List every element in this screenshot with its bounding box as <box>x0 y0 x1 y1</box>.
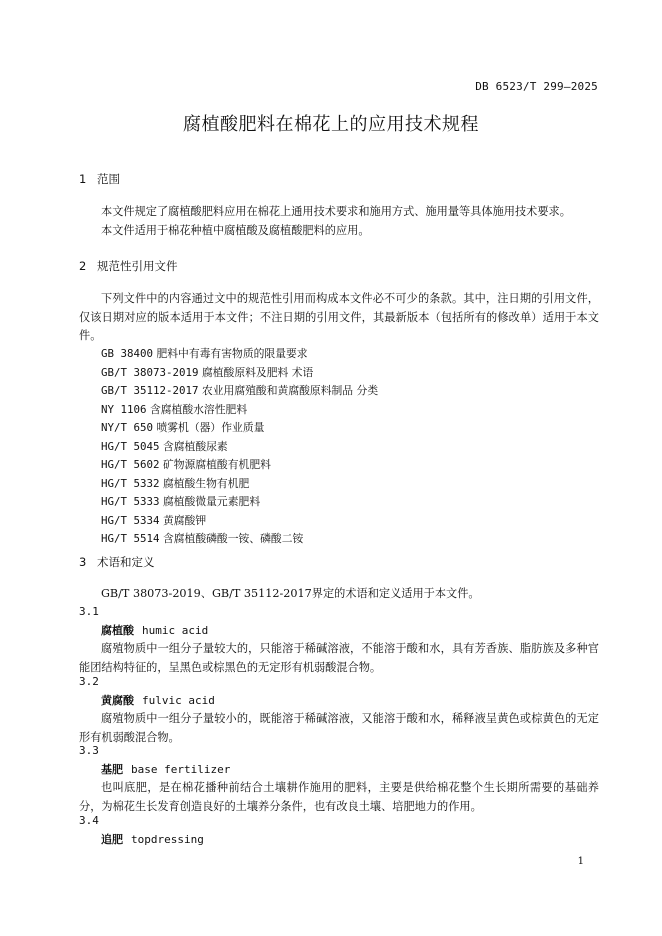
reference-item <box>101 493 621 512</box>
document-title: 腐植酸肥料在棉花上的应用技术规程 <box>183 114 479 135</box>
ref-code: HG/T 5333 <box>101 495 160 508</box>
ref-name: 含腐植酸尿素 <box>162 439 228 453</box>
reference-item <box>101 345 621 364</box>
ref-code: GB 38400 <box>101 347 154 360</box>
reference-item <box>101 475 621 494</box>
term-number: 3.2 <box>79 675 99 688</box>
ref-name: 矿物源腐植酸有机肥料 <box>162 458 271 471</box>
term-number: 3.3 <box>79 744 99 757</box>
ref-name: 肥料中有毒有害物质的限量要求 <box>156 347 308 360</box>
ref-code: HG/T 5602 <box>101 458 160 471</box>
section-2-body <box>79 290 599 346</box>
ref-code: HG/T 5334 <box>101 513 160 527</box>
term-entry <box>79 742 599 816</box>
reference-item <box>101 419 621 438</box>
page-number: 1 <box>577 856 584 867</box>
reference-item <box>101 512 621 531</box>
ref-name: 喷雾机（器）作业质量 <box>156 421 265 434</box>
section-number: 1 <box>79 172 87 186</box>
paragraph: 下列文件中的内容通过文中的规范性引用而构成本文件必不可少的条款。其中，注日期的引用文件，仅该日期对应的版本适用于本文件；不注日期的引用文件，其最新版本（包括所有的修改单）适用于本文件。 <box>79 292 599 342</box>
paragraph: 本文件适用于棉花种植中腐植酸及腐植酸肥料的应用。 <box>101 223 370 237</box>
reference-list <box>79 345 621 549</box>
reference-item <box>101 364 621 383</box>
term-zh: 腐植酸 <box>101 623 134 637</box>
section-3-heading <box>79 553 599 572</box>
section-title: 范围 <box>97 172 120 186</box>
term-en: fulvic acid <box>142 693 215 707</box>
term-en: humic acid <box>142 623 209 637</box>
reference-item <box>101 382 621 401</box>
term-heading <box>79 761 599 780</box>
section-1-body <box>79 203 599 240</box>
ref-name: 腐植酸原料及肥料 术语 <box>201 365 314 379</box>
ref-name: 腐植酸生物有机肥 <box>162 476 250 490</box>
section-3-intro <box>79 585 599 604</box>
term-entry <box>79 603 599 677</box>
ref-code: GB/T 38073-2019 <box>101 365 199 379</box>
section-number: 3 <box>79 555 87 569</box>
ref-code: HG/T 5332 <box>101 476 160 490</box>
reference-item <box>101 438 621 457</box>
ref-name: 农业用腐殖酸和黄腐酸原料制品 分类 <box>201 384 379 397</box>
ref-name: 含腐植酸水溶性肥料 <box>149 402 248 416</box>
term-entry <box>79 673 599 747</box>
section-title: 术语和定义 <box>97 555 155 569</box>
term-en: base fertilizer <box>131 762 231 776</box>
reference-item <box>101 401 621 420</box>
paragraph: 本文件规定了腐植酸肥料应用在棉花上通用技术要求和施用方式、施用量等具体施用技术要求。 <box>101 205 571 218</box>
reference-item <box>101 530 621 549</box>
term-number: 3.1 <box>79 605 99 618</box>
section-2-heading <box>79 257 599 276</box>
paragraph: GB/T 38073-2019、GB/T 35112-2017界定的术语和定义适用于本文件。 <box>101 587 480 600</box>
term-definition: 腐殖物质中一组分子量较小的，既能溶于稀碱溶液，又能溶于酸和水，稀释液呈黄色或棕黄色的无定形有机弱酸混合物。 <box>79 712 599 744</box>
ref-code: NY/T 650 <box>101 421 154 434</box>
ref-name: 黄腐酸钾 <box>162 513 207 527</box>
term-heading <box>79 692 599 711</box>
term-zh: 黄腐酸 <box>101 693 134 707</box>
term-heading <box>79 622 599 641</box>
ref-code: GB/T 35112-2017 <box>101 384 199 397</box>
term-definition: 腐殖物质中一组分子量较大的，只能溶于稀碱溶液，不能溶于酸和水，具有芳香族、脂肪族及多种官能团结构特征的，呈黑色或棕黑色的无定形有机弱酸混合物。 <box>79 642 599 674</box>
term-entry <box>79 812 599 849</box>
standard-code: DB 6523/T 299—2025 <box>475 80 598 93</box>
term-heading <box>79 831 599 850</box>
term-en: topdressing <box>131 832 204 846</box>
ref-name: 含腐植酸磷酸一铵、磷酸二铵 <box>162 532 304 545</box>
section-title: 规范性引用文件 <box>97 259 178 273</box>
section-number: 2 <box>79 259 87 273</box>
reference-item <box>101 456 621 475</box>
term-zh: 追肥 <box>101 832 123 846</box>
term-zh: 基肥 <box>101 762 123 776</box>
section-1-heading <box>79 170 599 189</box>
ref-code: NY 1106 <box>101 402 147 416</box>
ref-code: HG/T 5045 <box>101 439 160 453</box>
ref-name: 腐植酸微量元素肥料 <box>162 495 261 508</box>
term-number: 3.4 <box>79 814 99 827</box>
term-definition: 也叫底肥，是在棉花播种前结合土壤耕作施用的肥料，主要是供给棉花整个生长期所需要的基础养分，为棉花生长发育创造良好的土壤养分条件，也有改良土壤、培肥地力的作用。 <box>79 781 599 813</box>
ref-code: HG/T 5514 <box>101 532 160 545</box>
